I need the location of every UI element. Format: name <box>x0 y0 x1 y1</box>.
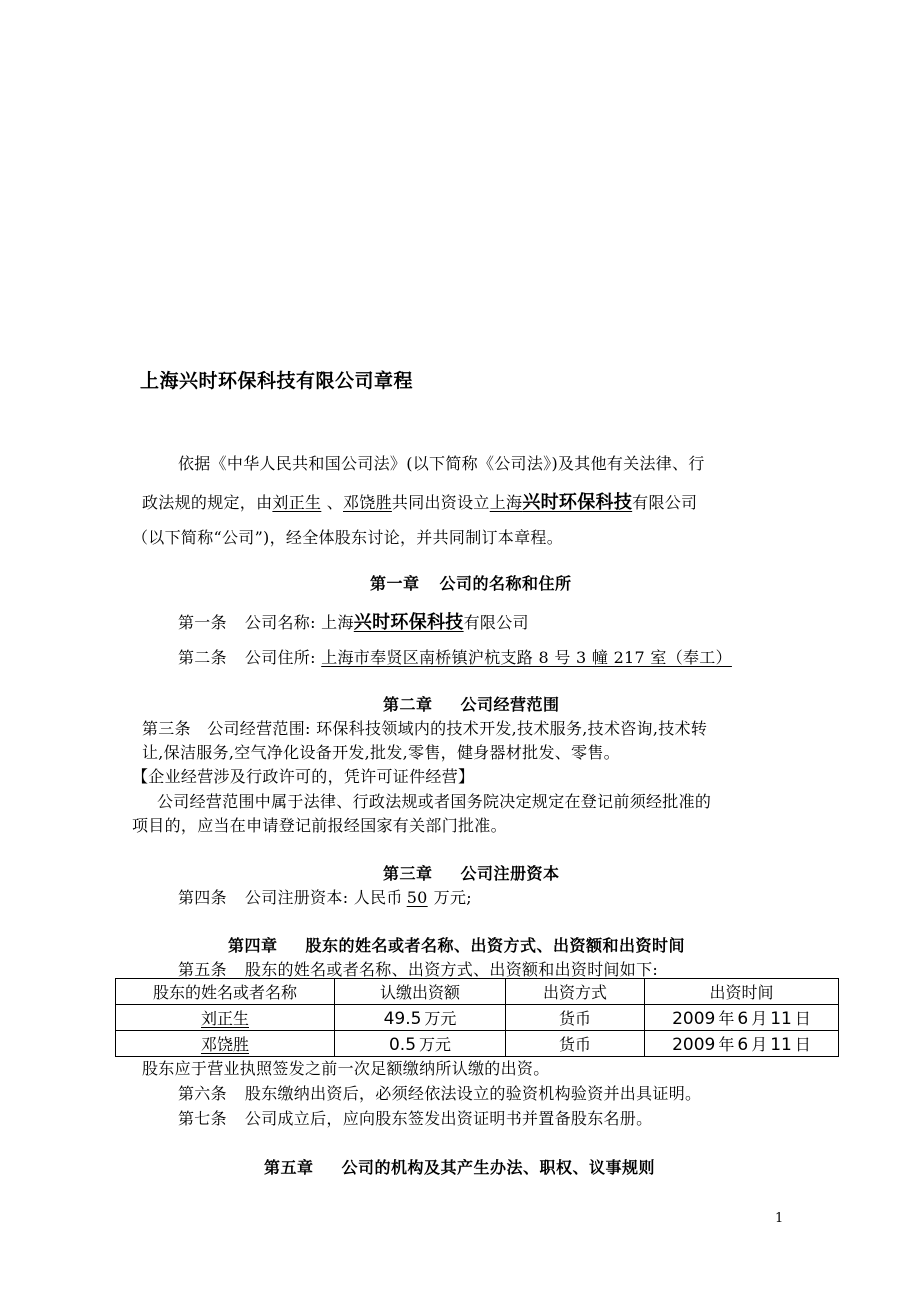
approval-line-1: 公司经营范围中属于法律、行政法规或者国务院决定规定在登记前须经批准的 <box>157 792 712 811</box>
article-2 <box>178 645 732 668</box>
article-4 <box>178 885 472 908</box>
article-7-label: 第七条 <box>178 1109 227 1128</box>
article-6 <box>178 1081 701 1104</box>
preamble-line-2-prefix: 政法规的规定，由 <box>142 493 273 512</box>
chapter-1-title: 公司的名称和住所 <box>439 574 572 593</box>
chapter-4-heading <box>228 933 685 956</box>
article-5-text: 股东的姓名或者名称、出资方式、出资额和出资时间如下: <box>244 960 659 979</box>
shareholder-table <box>115 978 839 1057</box>
chapter-5-number: 第五章 <box>264 1158 314 1177</box>
date-year: 2009 <box>672 1035 716 1055</box>
document-title: 上海兴时环保科技有限公司章程 <box>140 370 414 392</box>
chapter-1-heading <box>370 571 572 594</box>
article-6-label: 第六条 <box>178 1084 227 1103</box>
company-name-prefix: 上海 <box>489 493 523 512</box>
article-1 <box>178 608 529 634</box>
chapter-5-heading <box>264 1155 655 1178</box>
company-name-suffix: 有限公司 <box>632 493 698 512</box>
preamble-line-2-mid: 共同出资设立 <box>391 493 490 512</box>
amount-unit: 万元 <box>419 1035 452 1054</box>
article-7 <box>178 1106 652 1129</box>
preamble-line-1: 依据《中华人民共和国公司法》(以下简称《公司法》)及其他有关法律、行 <box>178 454 705 473</box>
article-2-text: 公司住所: <box>244 648 322 667</box>
article-4-label: 第四条 <box>178 888 227 907</box>
date-year-unit: 年 <box>718 1009 735 1028</box>
date-year: 2009 <box>672 1009 716 1029</box>
date-month-unit: 月 <box>751 1035 768 1054</box>
shareholder-name-cell <box>116 1031 335 1057</box>
article-1-name-core: 兴时环保科技 <box>353 612 464 633</box>
article-3-line-1: 第三条 公司经营范围: 环保科技领域内的技术开发,技术服务,技术咨询,技术转 <box>142 719 708 738</box>
chapter-3-number: 第三章 <box>383 864 433 883</box>
article-6-text: 股东缴纳出资后，必须经依法设立的验资机构验资并出具证明。 <box>244 1084 702 1103</box>
table-header: 认缴出资额 <box>335 979 506 1005</box>
table-header: 出资方式 <box>506 979 645 1005</box>
contribution-method-cell: 货币 <box>506 1031 645 1057</box>
date-day-unit: 日 <box>794 1009 811 1028</box>
article-1-text: 公司名称: 上海 <box>244 613 354 632</box>
license-note: 【企业经营涉及行政许可的，凭许可证件经营】 <box>132 767 475 786</box>
page-number: 1 <box>775 1211 784 1226</box>
article-2-label: 第二条 <box>178 648 227 667</box>
shareholder-name: 邓饶胜 <box>200 1035 249 1054</box>
date-month: 6 <box>737 1009 749 1029</box>
date-day-unit: 日 <box>794 1035 811 1054</box>
registered-capital-amount: 50 <box>406 888 428 907</box>
chapter-4-title: 股东的姓名或者名称、出资方式、出资额和出资时间 <box>305 936 686 955</box>
subscribed-amount-cell <box>335 1031 506 1057</box>
chapter-4-number: 第四章 <box>228 936 278 955</box>
chapter-1-number: 第一章 <box>370 574 420 593</box>
date-day: 11 <box>770 1009 792 1029</box>
date-day: 11 <box>770 1035 792 1055</box>
contribution-method-cell: 货币 <box>506 1005 645 1031</box>
table-header: 出资时间 <box>645 979 839 1005</box>
article-4-suffix: 万元; <box>433 888 472 907</box>
chapter-2-heading <box>383 692 560 715</box>
contribution-date-cell <box>645 1031 839 1057</box>
after-table-note: 股东应于营业执照签发之前一次足额缴纳所认缴的出资。 <box>142 1059 550 1078</box>
chapter-3-title: 公司注册资本 <box>460 864 560 883</box>
shareholder-name: 刘正生 <box>200 1009 249 1028</box>
preamble-line-3: （以下简称“公司”)，经全体股东讨论，并共同制订本章程。 <box>132 528 564 547</box>
chapter-3-heading <box>383 861 560 884</box>
subscribed-amount-cell <box>335 1005 506 1031</box>
preamble-separator: 、 <box>321 493 343 512</box>
amount-number: 49.5 <box>383 1009 422 1029</box>
amount-number: 0.5 <box>388 1035 417 1055</box>
table-row <box>116 1031 839 1057</box>
article-1-label: 第一条 <box>178 613 227 632</box>
shareholder-name-cell <box>116 1005 335 1031</box>
shareholder-1-name: 刘正生 <box>272 493 322 512</box>
company-name-core: 兴时环保科技 <box>522 492 633 513</box>
chapter-2-title: 公司经营范围 <box>460 695 560 714</box>
table-header-row <box>116 979 839 1005</box>
date-year-unit: 年 <box>718 1035 735 1054</box>
shareholder-2-name: 邓饶胜 <box>343 493 392 512</box>
contribution-date-cell <box>645 1005 839 1031</box>
amount-unit: 万元 <box>424 1009 457 1028</box>
article-4-prefix: 公司注册资本: 人民币 <box>244 888 403 907</box>
article-1-name-suffix: 有限公司 <box>463 613 529 632</box>
article-3-line-2: 让,保洁服务,空气净化设备开发,批发,零售，健身器材批发、零售。 <box>142 743 620 762</box>
article-5-label: 第五条 <box>178 960 227 979</box>
date-month-unit: 月 <box>751 1009 768 1028</box>
date-month: 6 <box>737 1035 749 1055</box>
table-row <box>116 1005 839 1031</box>
chapter-2-number: 第二章 <box>383 695 433 714</box>
article-5 <box>178 957 658 980</box>
approval-line-2: 项目的，应当在申请登记前报经国家有关部门批准。 <box>132 816 507 835</box>
table-header: 股东的姓名或者名称 <box>116 979 335 1005</box>
company-address: 上海市奉贤区南桥镇沪杭支路 8 号 3 幢 217 室（奉工） <box>321 648 732 667</box>
article-7-text: 公司成立后，应向股东签发出资证明书并置备股东名册。 <box>244 1109 653 1128</box>
chapter-5-title: 公司的机构及其产生办法、职权、议事规则 <box>341 1158 656 1177</box>
preamble-line-2 <box>142 488 697 514</box>
